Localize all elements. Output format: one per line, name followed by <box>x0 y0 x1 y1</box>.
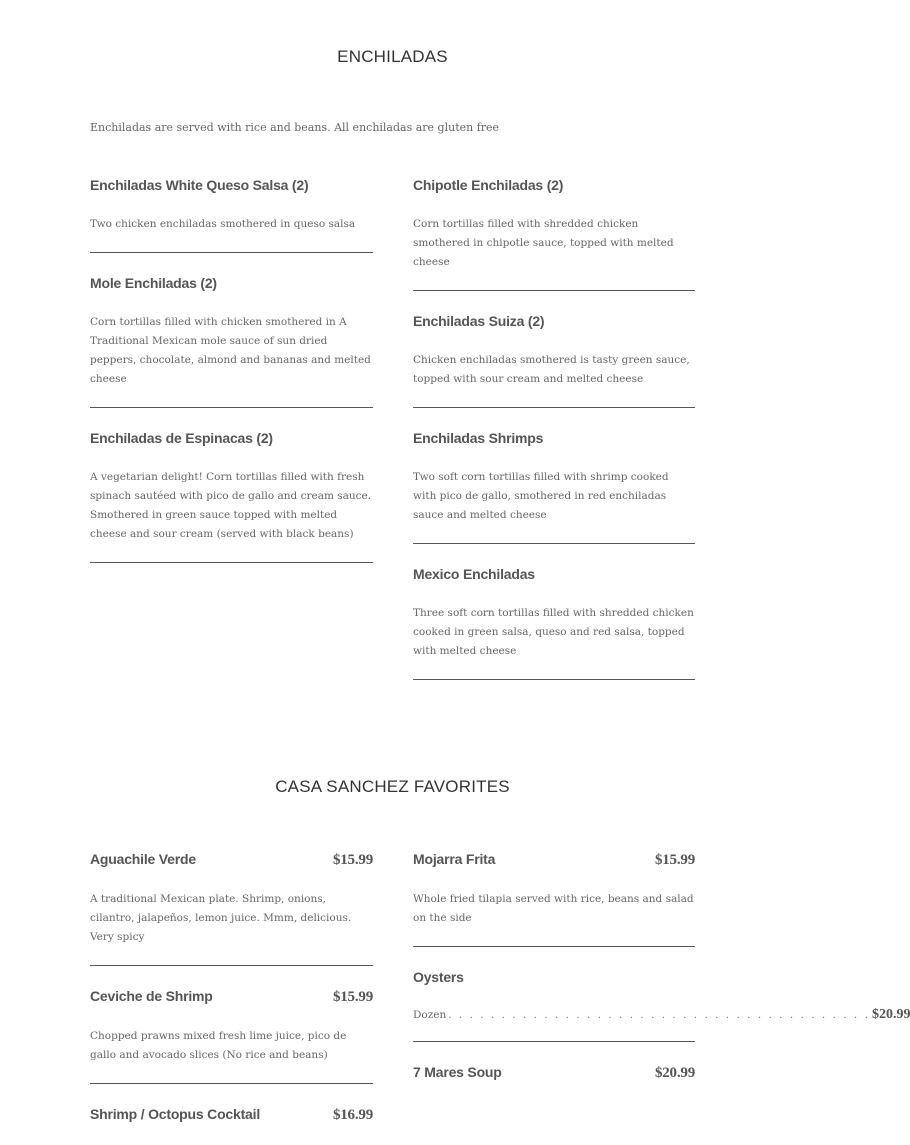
item-description: Three soft corn tortillas filled with shredded chicken cooked in green salsa, queso and red salsa, topped with melted cheese <box>413 607 694 657</box>
item-name: Enchiladas White Queso Salsa (2) <box>90 177 309 193</box>
item-price: $15.99 <box>654 852 695 868</box>
favorites-right-column <box>413 849 910 1103</box>
menu-item <box>413 428 695 544</box>
item-name: Shrimp / Octopus Cocktail <box>90 1106 261 1122</box>
item-price: $16.99 <box>332 1107 373 1123</box>
menu-item <box>90 175 373 253</box>
item-name: Oysters <box>413 969 464 985</box>
menu-item <box>413 564 695 680</box>
item-price: $15.99 <box>332 852 373 868</box>
item-description: Two soft corn tortillas filled with shrimp cooked with pico de gallo, smothered in red enchiladas sauce and melted cheese <box>413 471 669 521</box>
item-name: Mole Enchiladas (2) <box>90 275 217 291</box>
item-description: Corn tortillas filled with shredded chicken smothered in chipotle sauce, topped with melted cheese <box>413 218 674 268</box>
option-price: $20.99 <box>871 1007 910 1022</box>
item-description: Chicken enchiladas smothered is tasty green sauce, topped with sour cream and melted cheese <box>413 354 690 385</box>
item-description: Corn tortillas filled with chicken smothered in A Traditional Mexican mole sauce of sun dried peppers, chocolate, almond and bananas and melted cheese <box>90 316 371 385</box>
item-price: $20.99 <box>654 1065 695 1081</box>
section-title-enchiladas: ENCHILADAS <box>337 47 448 66</box>
favorites-left-column <box>90 849 373 1145</box>
item-name: 7 Mares Soup <box>413 1064 502 1080</box>
item-name: Ceviche de Shrimp <box>90 988 213 1004</box>
option-label: Dozen <box>413 1009 447 1021</box>
item-name: Enchiladas de Espinacas (2) <box>90 430 273 446</box>
menu-item <box>413 967 910 1042</box>
item-description: A traditional Mexican plate. Shrimp, onions, cilantro, jalapeños, lemon juice. Mmm, delicious. Very spicy <box>90 893 352 943</box>
section-title-favorites: CASA SANCHEZ FAVORITES <box>275 777 510 796</box>
item-price: $15.99 <box>332 989 373 1005</box>
item-name: Aguachile Verde <box>90 851 196 867</box>
item-name: Enchiladas Shrimps <box>413 430 544 446</box>
menu-item <box>413 175 695 291</box>
menu-item <box>90 986 373 1084</box>
enchiladas-right-column <box>413 175 695 700</box>
menu-item <box>90 1104 373 1125</box>
menu-item <box>90 428 373 563</box>
item-name: Mexico Enchiladas <box>413 566 535 582</box>
item-name: Enchiladas Suiza (2) <box>413 313 545 329</box>
item-description: Chopped prawns mixed fresh lime juice, pico de gallo and avocado slices (No rice and beans) <box>90 1030 347 1061</box>
item-name: Chipotle Enchiladas (2) <box>413 177 564 193</box>
item-description: A vegetarian delight! Corn tortillas filled with fresh spinach sautéed with pico de gallo and cream sauce. Smothered in green sauce topped with melted cheese and sour cream (served with black beans) <box>90 471 372 540</box>
item-description: Two chicken enchiladas smothered in queso salsa <box>90 218 356 230</box>
menu-item <box>90 849 373 966</box>
item-option-row <box>413 1007 910 1041</box>
dot-leader: . . . . . . . . . . . . . . . . . . . . . . . . . . . . . . . . . . . . . . . . <box>448 1009 870 1021</box>
menu-item <box>413 849 695 947</box>
menu-item <box>413 311 695 408</box>
enchiladas-left-column <box>90 175 373 583</box>
item-description: Whole fried tilapia served with rice, beans and salad on the side <box>413 893 694 924</box>
section-intro: Enchiladas are served with rice and beans. All enchiladas are gluten free <box>90 121 500 134</box>
item-name: Mojarra Frita <box>413 851 496 867</box>
menu-item <box>90 273 373 408</box>
menu-item <box>413 1062 695 1083</box>
